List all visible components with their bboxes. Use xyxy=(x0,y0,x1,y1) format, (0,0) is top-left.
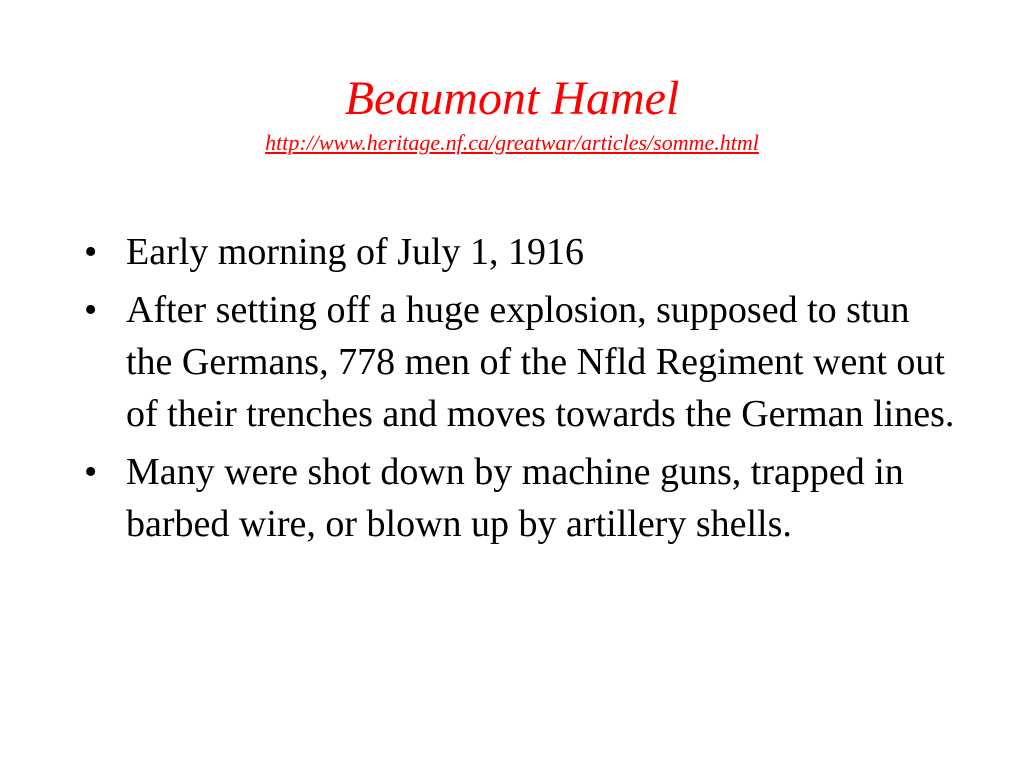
bullet-text: Many were shot down by machine guns, trapped in barbed wire, or blown up by artillery shells. xyxy=(126,451,904,545)
bullet-icon: • xyxy=(84,451,98,493)
slide-title: Beaumont Hamel xyxy=(344,72,680,125)
title-block xyxy=(0,70,1024,156)
bullet-text: Early morning of July 1, 1916 xyxy=(126,231,585,273)
bullet-icon: • xyxy=(84,289,98,331)
bullet-item xyxy=(84,284,964,440)
bullet-list xyxy=(84,226,964,556)
bullet-text: After setting off a huge explosion, supposed to stun the Germans, 778 men of the Nfld Regiment went out of their trenches and moves towards the German lines. xyxy=(126,289,955,435)
bullet-item xyxy=(84,446,964,550)
bullet-icon: • xyxy=(84,231,98,273)
bullet-item xyxy=(84,226,964,278)
source-link[interactable]: http://www.heritage.nf.ca/greatwar/articles/somme.html xyxy=(265,130,759,155)
